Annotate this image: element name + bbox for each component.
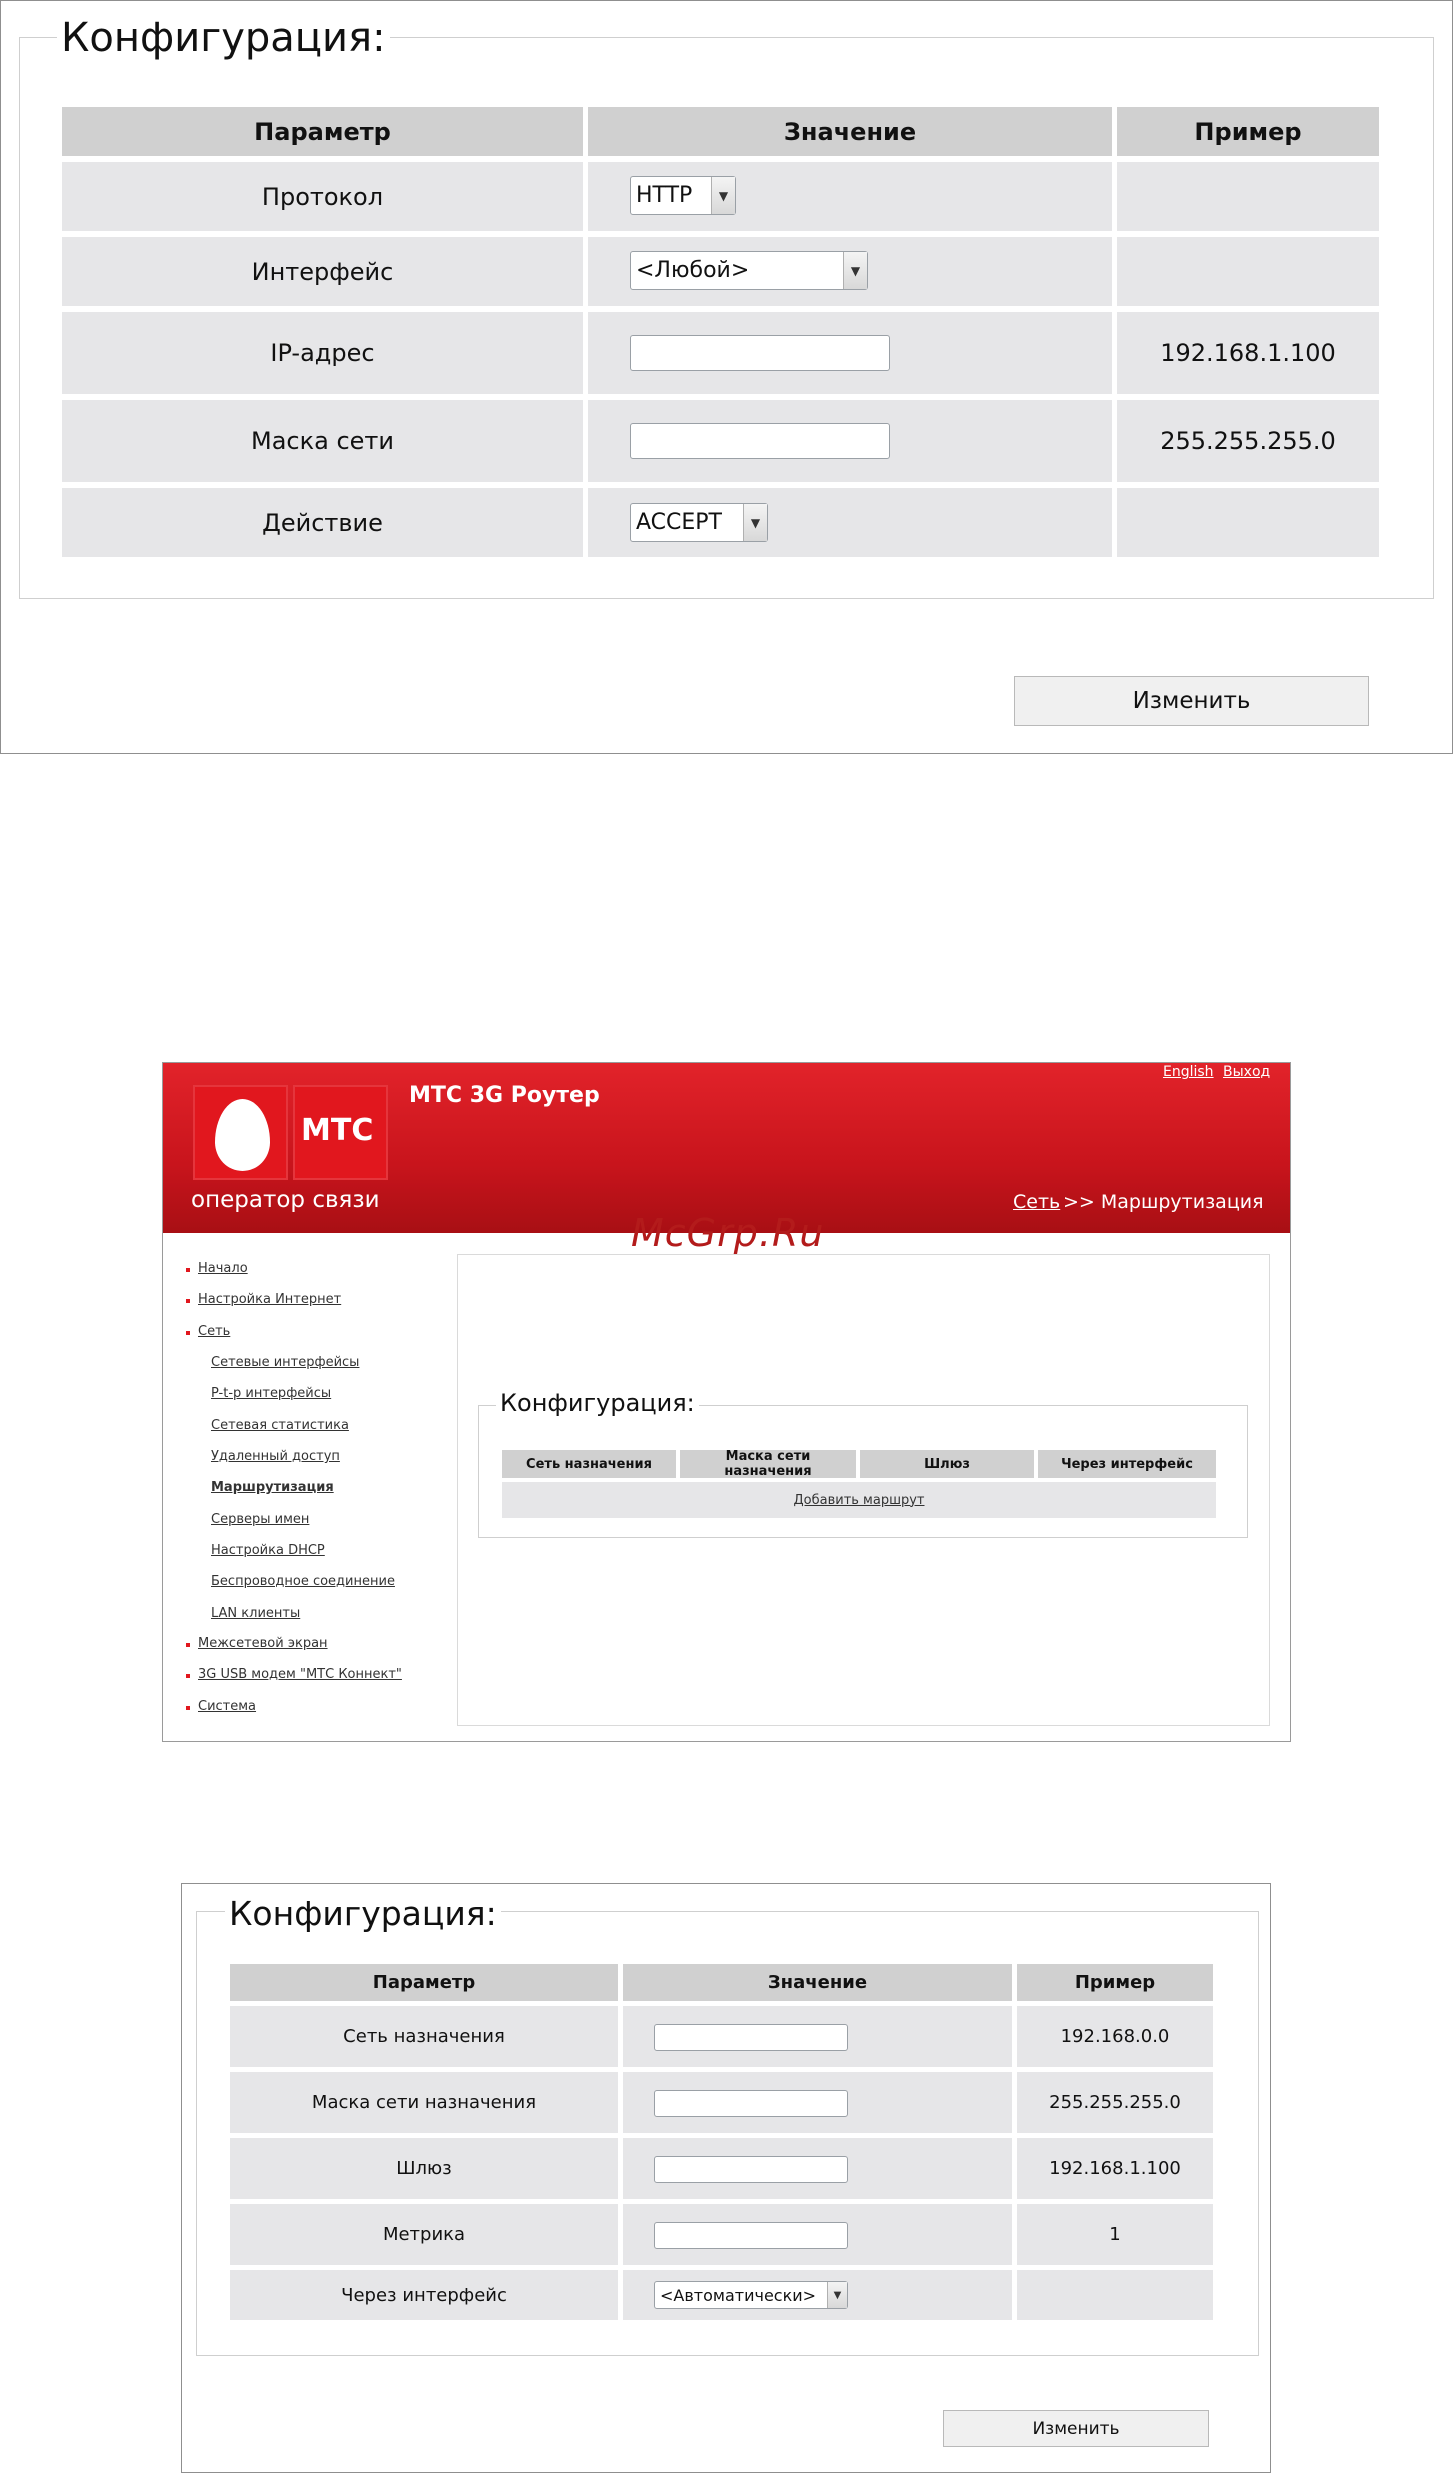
header-example: Пример (1117, 107, 1379, 156)
sidebar-item-firewall[interactable]: Межсетевой экран (198, 1636, 328, 1651)
row-action-label: Действие (62, 488, 583, 557)
bullet-icon (186, 1331, 190, 1335)
sidebar-subitem-dns[interactable]: Серверы имен (211, 1512, 310, 1527)
sidebar-subitem-wireless[interactable]: Беспроводное соединение (211, 1574, 395, 1589)
bullet-icon (186, 1643, 190, 1647)
row-mask-example: 255.255.255.0 (1117, 400, 1379, 482)
row-gateway-label: Шлюз (230, 2138, 618, 2199)
mts-logo-egg-box (193, 1085, 288, 1180)
header-parameter: Параметр (230, 1964, 618, 2001)
row-action-example (1117, 488, 1379, 557)
interface-select-value: <Любой> (636, 258, 750, 283)
routing-legend: Конфигурация: (496, 1389, 699, 1417)
row-metric-label: Метрика (230, 2204, 618, 2265)
gateway-input[interactable] (654, 2156, 848, 2183)
sidebar-item-system[interactable]: Система (198, 1699, 257, 1714)
sidebar-subitem-interfaces[interactable]: Сетевые интерфейсы (211, 1355, 360, 1370)
page-header (163, 1063, 1290, 1233)
destination-input[interactable] (654, 2024, 848, 2051)
sidebar-item-3g-modem[interactable]: 3G USB модем "МТС Коннект" (198, 1667, 402, 1682)
netmask-input[interactable] (630, 423, 890, 459)
protocol-select-value: HTTP (636, 183, 693, 208)
action-select-value: ACCEPT (636, 510, 722, 535)
english-link[interactable]: English (1163, 1064, 1214, 1080)
row-protocol-label: Протокол (62, 162, 583, 231)
metric-input[interactable] (654, 2222, 848, 2249)
bullet-icon (186, 1706, 190, 1710)
watermark: McGrp.Ru (631, 1211, 825, 1255)
row-protocol-example (1117, 162, 1379, 231)
row-destination-mask-example: 255.255.255.0 (1017, 2072, 1213, 2133)
page-title: МТС 3G Роутер (409, 1083, 600, 1108)
row-gateway-example: 192.168.1.100 (1017, 2138, 1213, 2199)
sidebar-item-network[interactable]: Сеть (198, 1324, 231, 1339)
via-interface-select-value: <Автоматически> (660, 2285, 817, 2305)
change-button[interactable]: Изменить (943, 2410, 1209, 2447)
header-via-interface: Через интерфейс (1038, 1450, 1216, 1478)
header-value: Значение (588, 107, 1112, 156)
mts-logo-text: МТС (301, 1113, 374, 1148)
sidebar-subitem-dhcp[interactable]: Настройка DHCP (211, 1543, 325, 1558)
sidebar-subitem-ptp[interactable]: P-t-p интерфейсы (211, 1386, 332, 1401)
add-route-link[interactable]: Добавить маршрут (793, 1492, 925, 1508)
via-interface-select[interactable] (654, 2281, 848, 2309)
ip-address-input[interactable] (630, 335, 890, 371)
chevron-down-icon: ▼ (843, 252, 867, 289)
bullet-icon (186, 1299, 190, 1303)
logo-caption: оператор связи (191, 1187, 380, 1213)
header-parameter: Параметр (62, 107, 583, 156)
bullet-icon (186, 1674, 190, 1678)
bullet-icon (186, 1268, 190, 1272)
header-value: Значение (623, 1964, 1012, 2001)
header-destination-mask: Маска сети назначения (680, 1450, 856, 1478)
logout-link[interactable]: Выход (1223, 1064, 1271, 1080)
router-page (162, 1062, 1291, 1742)
content-area (457, 1254, 1270, 1726)
egg-logo-icon (215, 1099, 270, 1171)
interface-select[interactable] (630, 251, 868, 290)
chevron-down-icon: ▼ (711, 177, 735, 214)
row-via-interface-example (1017, 2270, 1213, 2320)
config-panel-top (0, 0, 1453, 754)
row-via-interface-label: Через интерфейс (230, 2270, 618, 2320)
protocol-select[interactable] (630, 176, 736, 215)
header-destination: Сеть назначения (502, 1450, 676, 1478)
row-interface-label: Интерфейс (62, 237, 583, 306)
sidebar-subitem-lan-clients[interactable]: LAN клиенты (211, 1606, 301, 1621)
row-ip-example: 192.168.1.100 (1117, 312, 1379, 394)
add-route-row (502, 1482, 1216, 1518)
breadcrumb-network-link[interactable]: Сеть (1013, 1191, 1061, 1213)
row-metric-example: 1 (1017, 2204, 1213, 2265)
row-interface-example (1117, 237, 1379, 306)
config-panel-bottom (181, 1883, 1271, 2473)
sidebar-subitem-routing[interactable]: Маршрутизация (211, 1480, 334, 1495)
row-mask-label: Маска сети (62, 400, 583, 482)
sidebar-item-home[interactable]: Начало (198, 1261, 248, 1276)
row-destination-mask-label: Маска сети назначения (230, 2072, 618, 2133)
action-select[interactable] (630, 503, 768, 542)
mts-logo-text-box (293, 1085, 388, 1180)
header-example: Пример (1017, 1964, 1213, 2001)
sidebar-subitem-stats[interactable]: Сетевая статистика (211, 1418, 349, 1433)
sidebar-subitem-remote[interactable]: Удаленный доступ (211, 1449, 340, 1464)
row-ip-label: IP-адрес (62, 312, 583, 394)
change-button[interactable]: Изменить (1014, 676, 1369, 726)
header-gateway: Шлюз (860, 1450, 1034, 1478)
destination-mask-input[interactable] (654, 2090, 848, 2117)
breadcrumb-current: >> Маршрутизация (1063, 1191, 1264, 1213)
row-destination-label: Сеть назначения (230, 2006, 618, 2067)
chevron-down-icon: ▼ (827, 2282, 847, 2308)
config-legend: Конфигурация: (225, 1894, 501, 1933)
chevron-down-icon: ▼ (743, 504, 767, 541)
sidebar-item-internet[interactable]: Настройка Интернет (198, 1292, 342, 1307)
config-legend: Конфигурация: (57, 15, 390, 61)
row-destination-example: 192.168.0.0 (1017, 2006, 1213, 2067)
